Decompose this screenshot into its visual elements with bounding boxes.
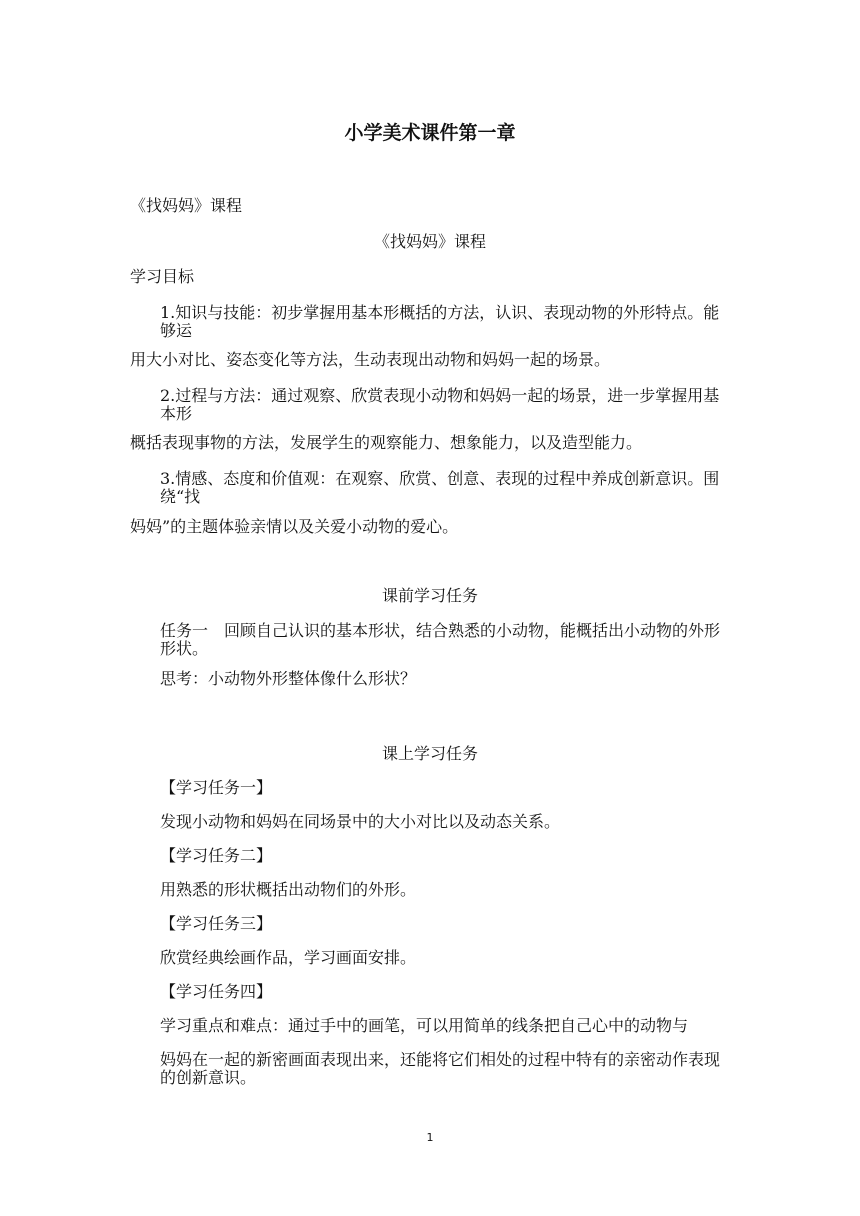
goal-2-line-a: 2.过程与方法：通过观察、欣赏表现小动物和妈妈一起的场景，进一步掌握用基本形 [160, 386, 720, 423]
pre-class-think: 思考：小动物外形整体像什么形状？ [160, 669, 417, 688]
task-1-label: 【学习任务一】 [160, 778, 273, 797]
task-2-text: 用熟悉的形状概括出动物们的外形。 [160, 880, 417, 899]
key-points-line-a: 学习重点和难点：通过手中的画笔，可以用简单的线条把自己心中的动物与 [160, 1016, 689, 1035]
task-2-label: 【学习任务二】 [160, 846, 273, 865]
task-4-label: 【学习任务四】 [160, 982, 273, 1001]
goal-3-line-a: 3.情感、态度和价值观：在观察、欣赏、创意、表现的过程中养成创新意识。围绕“找 [160, 469, 720, 506]
pre-class-task-1: 任务一 回顾自己认识的基本形状，结合熟悉的小动物，能概括出小动物的外形形状。 [160, 621, 721, 658]
section-label: 《找妈妈》课程 [130, 196, 243, 215]
goal-3-line-b: 妈妈”的主题体验亲情以及关爱小动物的爱心。 [130, 517, 459, 536]
task-3-text: 欣赏经典绘画作品，学习画面安排。 [160, 948, 417, 967]
document-title: 小学美术课件第一章 [344, 122, 516, 144]
goal-2-line-b: 概括表现事物的方法，发展学生的观察能力、想象能力，以及造型能力。 [130, 433, 643, 452]
goal-1-line-a: 1.知识与技能：初步掌握用基本形概括的方法，认识、表现动物的外形特点。能够运 [160, 303, 720, 340]
key-points-line-b: 妈妈在一起的新密画面表现出来，还能将它们相处的过程中特有的亲密动作表现的创新意识。 [160, 1050, 721, 1087]
task-1-text: 发现小动物和妈妈在同场景中的大小对比以及动态关系。 [160, 812, 561, 831]
pre-class-heading: 课前学习任务 [381, 586, 478, 605]
page-number: 1 [426, 1131, 434, 1144]
in-class-heading: 课上学习任务 [381, 744, 478, 763]
task-3-label: 【学习任务三】 [160, 914, 273, 933]
course-heading: 《找妈妈》课程 [373, 232, 486, 251]
goals-label: 学习目标 [130, 267, 195, 286]
goal-1-line-b: 用大小对比、姿态变化等方法，生动表现出动物和妈妈一起的场景。 [130, 350, 611, 369]
